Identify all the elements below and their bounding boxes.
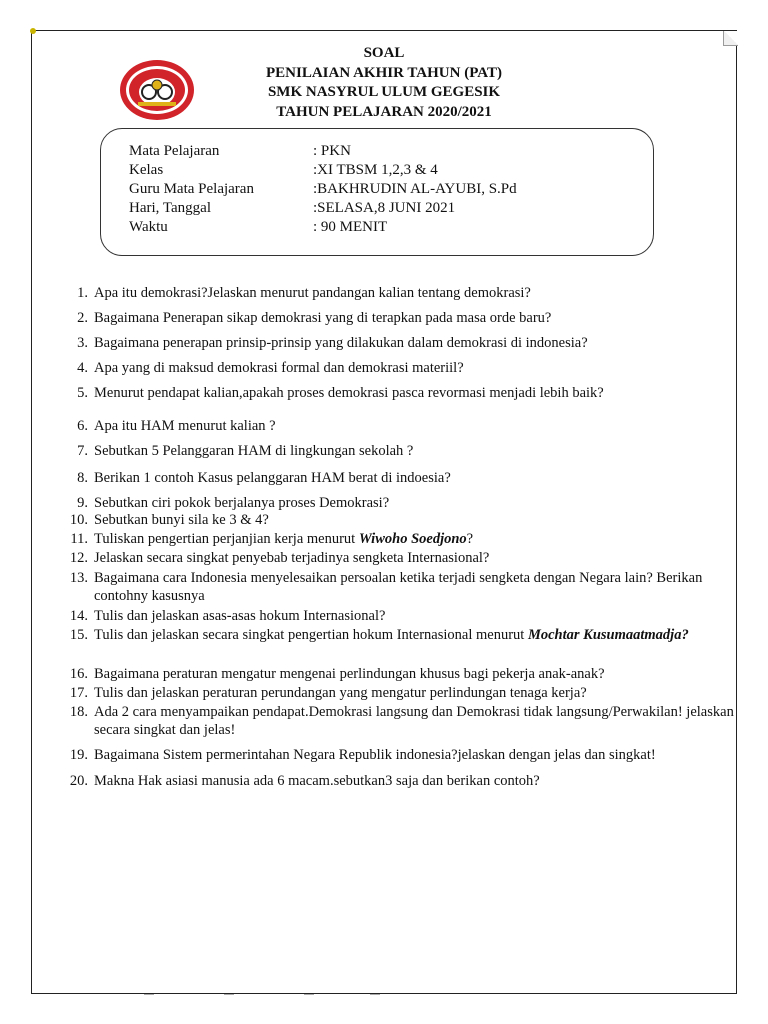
header-exam-title: PENILAIAN AKHIR TAHUN (PAT) — [266, 64, 502, 81]
info-label: Guru Mata Pelajaran — [129, 181, 254, 197]
question-number: 1. — [77, 285, 88, 301]
bottom-margin-marks — [144, 994, 384, 996]
question-text: Sebutkan bunyi sila ke 3 & 4? — [94, 512, 269, 528]
question-number: 12. — [69, 550, 88, 566]
info-label: Hari, Tanggal — [129, 200, 211, 216]
question-text-part: ? — [466, 531, 474, 547]
question-number: 3. — [77, 335, 88, 351]
question-text: Berikan 1 contoh Kasus pelanggaran HAM berat di indoesia? — [94, 470, 451, 486]
question-text: Menurut pendapat kalian,apakah proses demokrasi pasca revormasi menjadi lebih baik? — [94, 385, 604, 401]
info-value: :BAKHRUDIN AL-AYUBI, S.Pd — [313, 181, 517, 197]
question-number: 7. — [77, 443, 88, 459]
exam-info-box — [100, 128, 654, 256]
info-label: Kelas — [129, 162, 164, 178]
info-label: Mata Pelajaran — [129, 143, 220, 159]
question-number: 5. — [77, 385, 88, 401]
question-number: 19. — [69, 747, 88, 763]
question-text: Ada 2 cara menyampaikan pendapat.Demokrasi langsung dan Demokrasi tidak langsung/Perwakilan! jelaskan secara singkat dan jelas! — [94, 704, 734, 738]
question-text: Tulis dan jelaskan peraturan perundangan yang mengatur perlindungan tenaga kerja? — [94, 685, 587, 701]
question-text: Bagaimana penerapan prinsip-prinsip yang dilakukan dalam demokrasi di indonesia? — [94, 335, 588, 351]
question-text-part: Tulis dan jelaskan secara singkat pengertian hokum Internasional menurut — [94, 627, 528, 643]
question-text: Sebutkan ciri pokok berjalanya proses Demokrasi? — [94, 495, 390, 511]
question-number: 15. — [69, 627, 88, 643]
question-text: Bagaimana cara Indonesia menyelesaikan persoalan ketika terjadi sengketa dengan Negara lain? Berikan contohny kasusnya — [94, 570, 703, 604]
header-academic-year: TAHUN PELAJARAN 2020/2021 — [276, 103, 492, 120]
cited-author: Mochtar Kusumaatmadja? — [527, 627, 689, 643]
header-school-name: SMK NASYRUL ULUM GEGESIK — [267, 84, 501, 100]
question-number: 8. — [77, 470, 88, 486]
info-value: :XI TBSM 1,2,3 & 4 — [313, 162, 438, 178]
question-text: Tulis dan jelaskan asas-asas hokum Internasional? — [94, 608, 386, 624]
question-number: 13. — [69, 570, 88, 586]
question-text: Makna Hak asiasi manusia ada 6 macam.sebutkan3 saja dan berikan contoh? — [94, 773, 540, 789]
question-text — [94, 627, 734, 645]
info-value: :SELASA,8 JUNI 2021 — [313, 200, 456, 216]
question-number: 10. — [69, 512, 88, 528]
document-header — [0, 44, 768, 122]
question-text — [94, 531, 734, 549]
question-text: Bagaimana Penerapan sikap demokrasi yang di terapkan pada masa orde baru? — [94, 310, 552, 326]
cited-author: Wiwoho Soedjono — [358, 531, 467, 547]
question-text: Bagaimana Sistem permerintahan Negara Republik indonesia?jelaskan dengan jelas dan singkat! — [94, 747, 656, 763]
question-number: 9. — [77, 495, 88, 511]
header-soal: SOAL — [363, 45, 405, 61]
question-number: 11. — [70, 531, 88, 547]
question-number: 6. — [77, 418, 88, 434]
question-text: Bagaimana peraturan mengatur mengenai perlindungan khusus bagi pekerja anak-anak? — [94, 666, 605, 682]
question-text: Sebutkan 5 Pelanggaran HAM di lingkungan sekolah ? — [94, 443, 414, 459]
question-number: 4. — [77, 360, 88, 376]
info-value: : PKN — [313, 143, 351, 159]
info-label: Waktu — [129, 219, 168, 235]
question-number: 18. — [69, 704, 88, 720]
info-value: : 90 MENIT — [313, 219, 388, 235]
question-number: 16. — [69, 666, 88, 682]
question-number: 17. — [69, 685, 88, 701]
question-number: 2. — [77, 310, 88, 326]
question-text: Apa yang di maksud demokrasi formal dan demokrasi materiil? — [94, 360, 464, 376]
corner-dot — [30, 28, 36, 34]
question-text: Jelaskan secara singkat penyebab terjadinya sengketa Internasional? — [94, 550, 490, 566]
question-number: 14. — [69, 608, 88, 624]
question-number: 20. — [69, 773, 88, 789]
question-text: Apa itu demokrasi?Jelaskan menurut pandangan kalian tentang demokrasi? — [94, 285, 531, 301]
question-text: Apa itu HAM menurut kalian ? — [94, 418, 276, 434]
question-text-part: Tuliskan pengertian perjanjian kerja menurut — [94, 531, 359, 547]
